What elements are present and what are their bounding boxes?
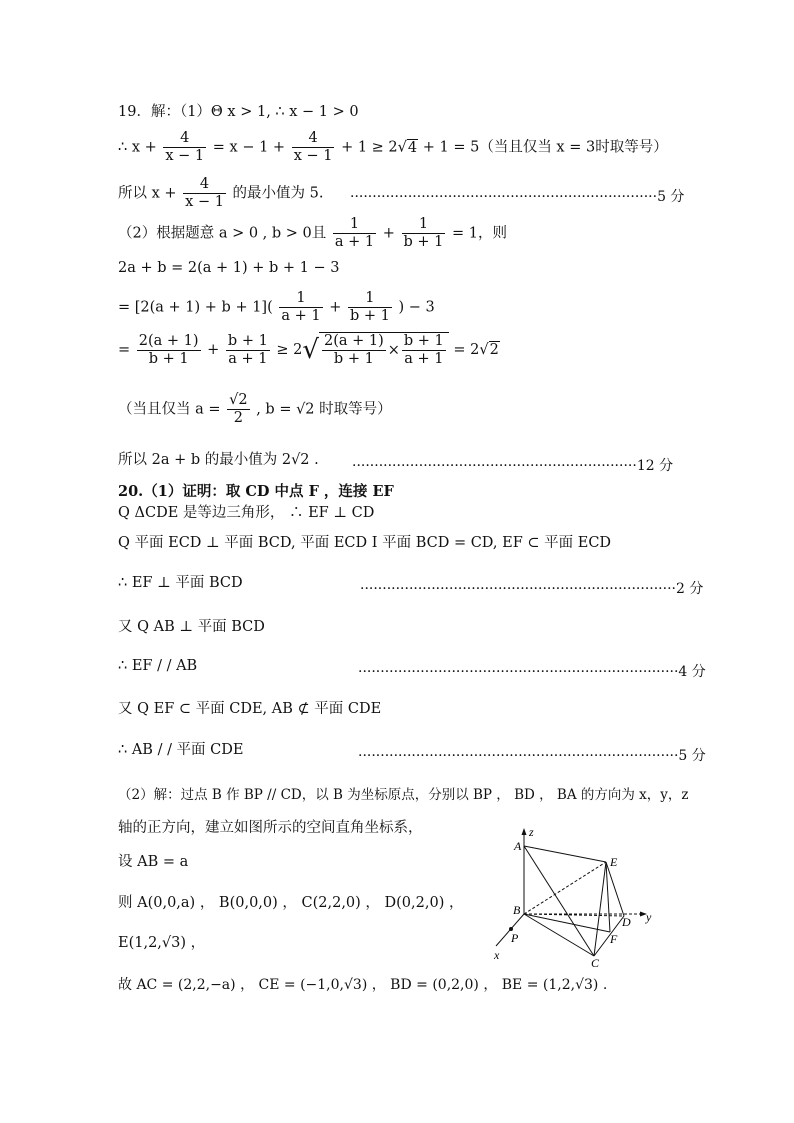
label-D: D — [622, 915, 631, 929]
q19-line8-b: , b = √2 时取等号） — [256, 401, 392, 418]
q20-score1: ·······································································2 分 — [360, 581, 704, 597]
q19-line2: ∴ x + $\frac{4}{x - 1}$ = x − 1 + $\frac{4}{x - 1}$ + 1 ≥ 2√4 + 1 = 5（当且仅当 x = 3时取等号） — [118, 130, 668, 164]
q19-frac9: $\frac{b + 1}{a + 1}$ — [227, 332, 268, 367]
q19-line6-b: ) − 3 — [398, 299, 435, 316]
q20-line8: ∴ AB / / 平面 CDE — [118, 742, 244, 758]
label-A: A — [514, 839, 522, 853]
label-C: C — [591, 956, 600, 968]
q19-line7-c: = 2 — [453, 342, 480, 358]
q20-score3: ········································································5 分 — [358, 748, 706, 764]
q19-line3-b: 的最小值为 5. — [232, 185, 324, 202]
q19-score1: ·····································································5 分 — [350, 189, 685, 205]
label-E: E — [610, 855, 618, 869]
q20-line13: E(1,2,√3) ， — [118, 935, 206, 951]
q19-line7: = $\frac{2(a + 1)}{b + 1}$ + $\frac{b + 1}{a + 1}$ ≥ 2√ $\frac{2(a + 1)}{b + 1}$ × $\frac{b + 1}{a + 1}$ = 2√2 — [118, 332, 499, 367]
q19-line4 — [118, 216, 507, 251]
q19-line7-b: ≥ 2 — [276, 342, 303, 358]
q20-line3: Q 平面 ECD ⊥ 平面 BCD, 平面 ECD I 平面 BCD = CD, EF ⊂ 平面 ECD — [118, 535, 612, 551]
q19-sqrt4: 4 — [407, 139, 418, 156]
q20-line7: 又 Q EF ⊂ 平面 CDE, AB ⊄ 平面 CDE — [118, 701, 382, 717]
q19-frac1: $\frac{4}{x - 1}$ — [165, 130, 205, 164]
q20-line11: 设 AB = a — [118, 854, 189, 870]
q19-frac6: $\frac{1}{a + 1}$ — [281, 290, 321, 324]
edge-AE — [524, 846, 606, 862]
q19-line3-a: 所以 x + — [118, 185, 177, 202]
q19-line4-a: （2）根据题意 a > 0 , b > 0且 — [118, 225, 327, 242]
q19-line5: 2a + b = 2(a + 1) + b + 1 − 3 — [118, 260, 340, 276]
q19-line9: 所以 2a + b 的最小值为 2√2 . — [118, 452, 319, 468]
label-y: y — [646, 910, 652, 924]
q20-line10: 轴的正方向，建立如图所示的空间直角坐标系， — [118, 820, 423, 836]
q19-line3 — [118, 176, 324, 211]
edge-AC — [524, 846, 594, 956]
label-F: F — [610, 932, 618, 946]
q19-frac2: $\frac{4}{x - 1}$ — [293, 130, 333, 164]
q19-plus: + — [382, 225, 395, 242]
q19-line4-b: = 1，则 — [452, 225, 507, 242]
label-P: P — [511, 931, 519, 945]
q20-line5: 又 Q AB ⊥ 平面 BCD — [118, 619, 265, 635]
q19-frac10: $\frac{√2}{2}$ — [229, 392, 248, 426]
label-B: B — [513, 903, 521, 917]
q19-frac8: $\frac{2(a + 1)}{b + 1}$ — [138, 332, 199, 367]
q20-line4: ∴ EF ⊥ 平面 BCD — [118, 575, 243, 591]
q20-line6: ∴ EF / / AB — [118, 658, 198, 674]
q20-line12: 则 A(0,0,a) ， B(0,0,0) ， C(2,2,0) ， D(0,2,0) ， — [118, 895, 464, 911]
q20-line1: 20.（1）证明：取 CD 中点 F ，连接 EF — [118, 483, 394, 500]
q19-frac5: $\frac{1}{b + 1}$ — [403, 216, 444, 250]
edge-BE — [524, 862, 606, 914]
q19-line7-a: = — [118, 342, 131, 358]
q19-line2-c: + 1 ≥ 2 — [341, 139, 398, 156]
q20-line9: （2）解：过点 B 作 BP // CD，以 B 为坐标原点，分别以 BP ， BD ， BA 的方向为 x，y，z — [118, 787, 689, 803]
q19-frac3: $\frac{4}{x - 1}$ — [185, 176, 224, 210]
q19-score2: ································································12 分 — [352, 458, 674, 474]
edge-BC — [524, 914, 594, 956]
q19-line2-a: ∴ x + — [118, 139, 157, 156]
q19-line8 — [118, 392, 392, 427]
q20-line14: 故 AC = (2,2,−a) ， CE = (−1,0,√3) ， BD = (0,2,0) ， BE = (1,2,√3) . — [118, 977, 608, 993]
q19-frac4: $\frac{1}{a + 1}$ — [334, 216, 375, 250]
q19-line6: = [2(a + 1) + b + 1]( $\frac{1}{a + 1}$ + $\frac{1}{b + 1}$ ) − 3 — [118, 290, 435, 324]
label-x: x — [494, 948, 500, 962]
label-z: z — [529, 825, 534, 839]
q19-line2-d: + 1 = 5（当且仅当 x = 3时取等号） — [422, 139, 668, 156]
geometry-figure — [484, 822, 674, 968]
q19-line6-a: = [2(a + 1) + b + 1]( — [118, 299, 273, 316]
q19-line1: 19．解：（1）Θ x > 1, ∴ x − 1 > 0 — [118, 104, 359, 120]
q19-line8-a: （当且仅当 a = — [118, 401, 221, 418]
z-arrow — [522, 828, 527, 835]
q20-line2: Q ΔCDE 是等边三角形， ∴ EF ⊥ CD — [118, 505, 375, 521]
q20-score2: ········································································4 分 — [358, 664, 706, 680]
q19-frac7: $\frac{1}{b + 1}$ — [349, 290, 390, 324]
q19-line2-b: = x − 1 + — [212, 139, 286, 156]
q19-sqrt2: 2 — [489, 342, 499, 358]
